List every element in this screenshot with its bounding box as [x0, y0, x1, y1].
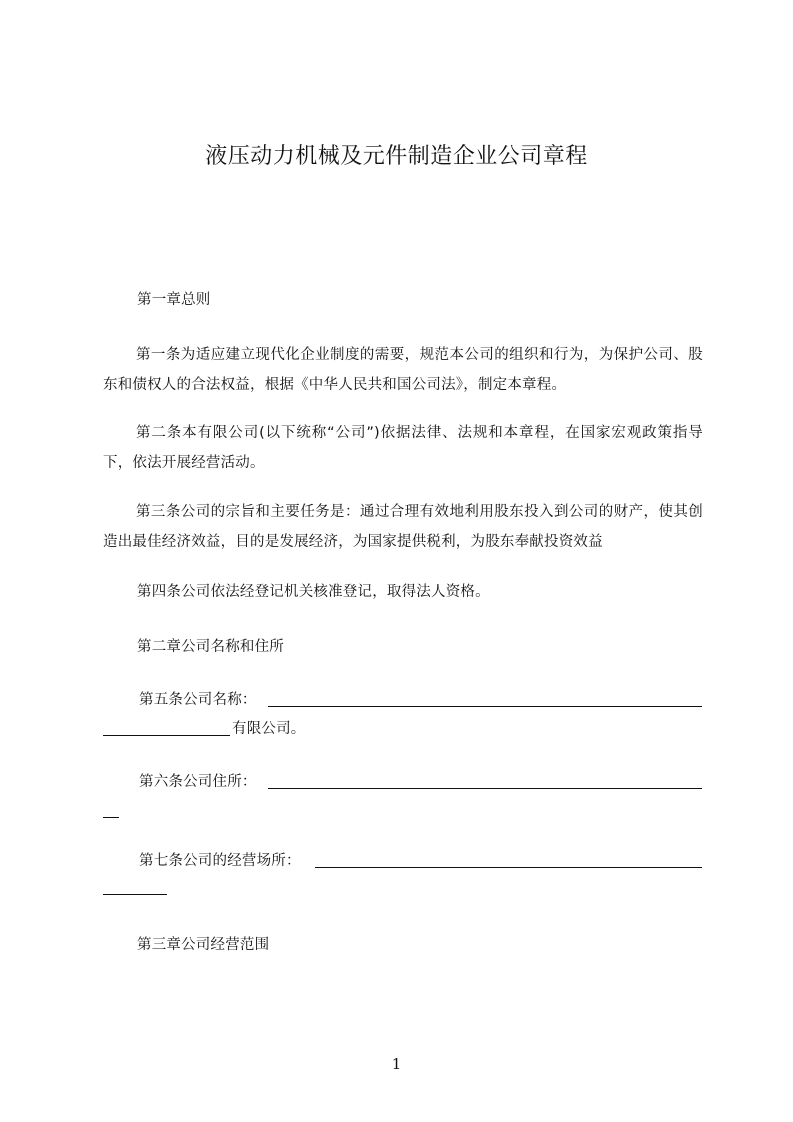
premises-blank-line-2 [103, 894, 167, 895]
article-2: 第二条本有限公司(以下统称“公司”)依据法律、法规和本章程，在国家宏观政策指导下，依法开展经营活动。 [103, 425, 703, 471]
document-title: 液压动力机械及元件制造企业公司章程 [205, 144, 588, 169]
article-7-label: 第七条公司的经营场所： [139, 853, 301, 869]
chapter-1-heading: 第一章总则 [137, 292, 211, 308]
article-4: 第四条公司依法经登记机关核准登记，取得法人资格。 [137, 584, 490, 600]
article-1: 第一条为适应建立现代化企业制度的需要，规范本公司的组织和行为，为保护公司、股东和债权人的合法权益，根据《中华人民共和国公司法》，制定本章程。 [103, 347, 703, 393]
address-blank-line-2 [103, 817, 119, 818]
address-blank-line-1 [268, 788, 702, 789]
article-3: 第三条公司的宗旨和主要任务是：通过合理有效地利用股东投入到公司的财产，使其创造出最佳经济效益，目的是发展经济，为国家提供税利，为股东奉献投资效益 [103, 504, 703, 550]
article-5-label: 第五条公司名称： [139, 692, 257, 708]
premises-blank-line-1 [315, 867, 702, 868]
company-name-blank-line-2 [103, 735, 230, 736]
article-5-suffix: 有限公司。 [232, 721, 306, 737]
chapter-3-heading: 第三章公司经营范围 [137, 937, 270, 953]
company-name-blank-line-1 [268, 706, 702, 707]
page-number: 1 [391, 1055, 402, 1073]
chapter-2-heading: 第二章公司名称和住所 [137, 639, 284, 655]
article-6-label: 第六条公司住所： [139, 774, 257, 790]
